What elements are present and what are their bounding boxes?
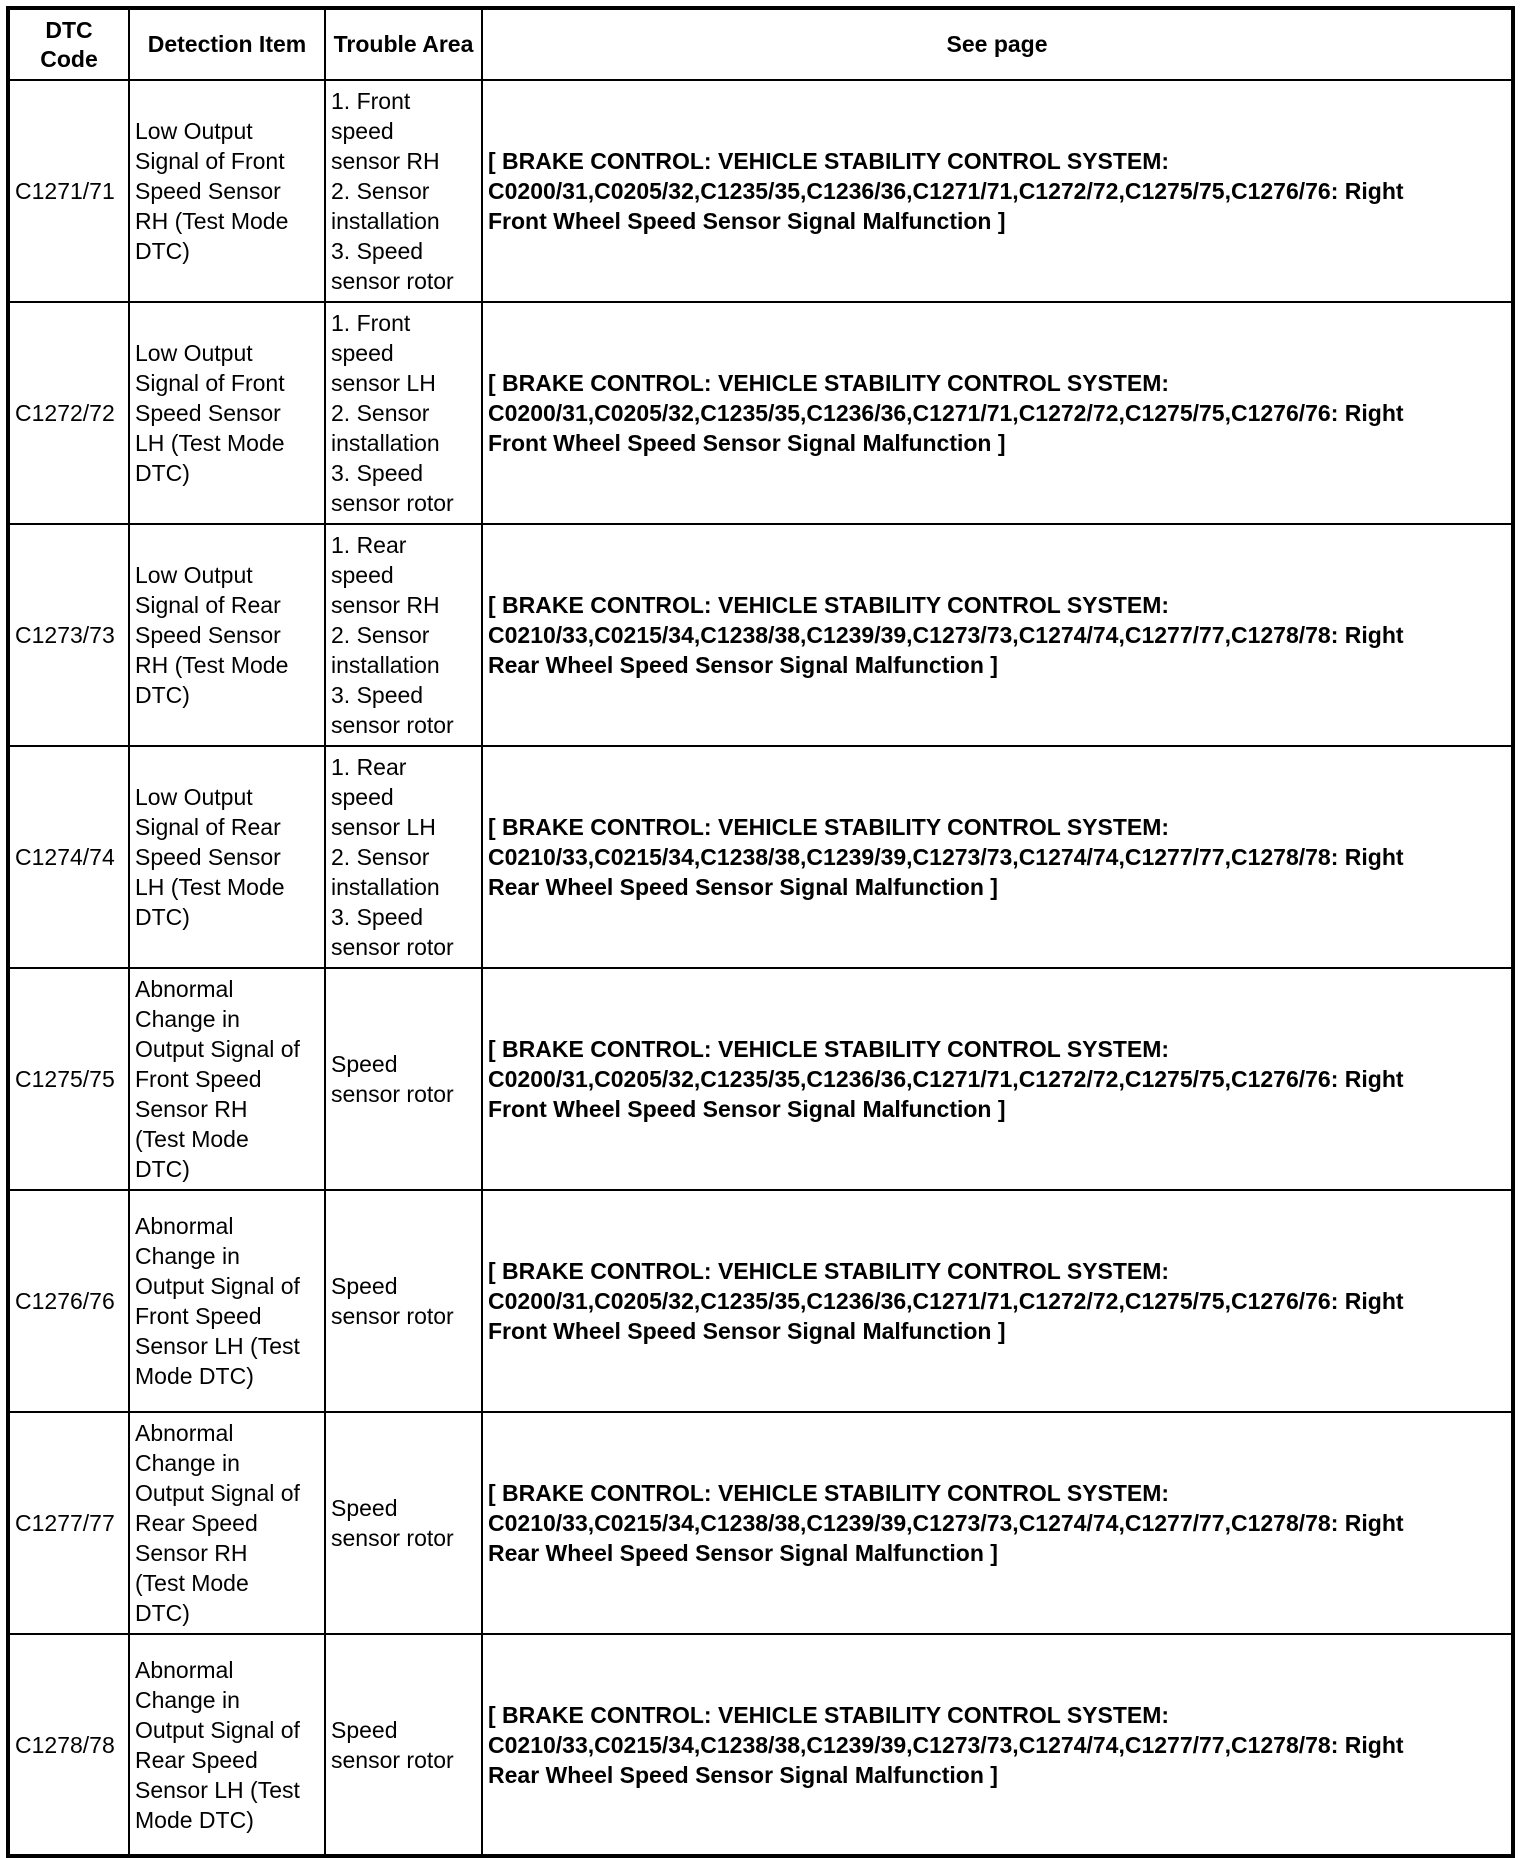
see-page-link[interactable]: [ BRAKE CONTROL: VEHICLE STABILITY CONTROL SYSTEM: C0210/33,C0215/34,C1238/38,C1239/39,C1273/73,C1274/74,C1277/77,C1278/78: Right Rear Wheel Speed Sensor Signal Malfunction ] bbox=[482, 746, 1513, 968]
detection-item-cell: Low Output Signal of Rear Speed Sensor LH (Test Mode DTC) bbox=[129, 746, 325, 968]
table-row bbox=[8, 1190, 1513, 1412]
table-row bbox=[8, 80, 1513, 302]
table-row bbox=[8, 968, 1513, 1190]
dtc-table bbox=[6, 6, 1515, 1858]
see-page-link[interactable]: [ BRAKE CONTROL: VEHICLE STABILITY CONTROL SYSTEM: C0210/33,C0215/34,C1238/38,C1239/39,C1273/73,C1274/74,C1277/77,C1278/78: Right Rear Wheel Speed Sensor Signal Malfunction ] bbox=[482, 1634, 1513, 1856]
header-dtc-code: DTC Code bbox=[8, 8, 129, 80]
detection-item-cell: Low Output Signal of Rear Speed Sensor RH (Test Mode DTC) bbox=[129, 524, 325, 746]
table-row bbox=[8, 746, 1513, 968]
trouble-area-cell: 1. Rear speed sensor LH 2. Sensor installation 3. Speed sensor rotor bbox=[325, 746, 482, 968]
dtc-code-cell: C1275/75 bbox=[8, 968, 129, 1190]
trouble-area-cell: Speed sensor rotor bbox=[325, 968, 482, 1190]
see-page-link[interactable]: [ BRAKE CONTROL: VEHICLE STABILITY CONTROL SYSTEM: C0200/31,C0205/32,C1235/35,C1236/36,C1271/71,C1272/72,C1275/75,C1276/76: Right Front Wheel Speed Sensor Signal Malfunction ] bbox=[482, 968, 1513, 1190]
table-header-row bbox=[8, 8, 1513, 80]
trouble-area-cell: 1. Front speed sensor LH 2. Sensor installation 3. Speed sensor rotor bbox=[325, 302, 482, 524]
detection-item-cell: Abnormal Change in Output Signal of Front Speed Sensor LH (Test Mode DTC) bbox=[129, 1190, 325, 1412]
dtc-code-cell: C1273/73 bbox=[8, 524, 129, 746]
dtc-code-cell: C1278/78 bbox=[8, 1634, 129, 1856]
see-page-link[interactable]: [ BRAKE CONTROL: VEHICLE STABILITY CONTROL SYSTEM: C0200/31,C0205/32,C1235/35,C1236/36,C1271/71,C1272/72,C1275/75,C1276/76: Right Front Wheel Speed Sensor Signal Malfunction ] bbox=[482, 80, 1513, 302]
header-trouble-area: Trouble Area bbox=[325, 8, 482, 80]
see-page-link[interactable]: [ BRAKE CONTROL: VEHICLE STABILITY CONTROL SYSTEM: C0200/31,C0205/32,C1235/35,C1236/36,C1271/71,C1272/72,C1275/75,C1276/76: Right Front Wheel Speed Sensor Signal Malfunction ] bbox=[482, 1190, 1513, 1412]
table-row bbox=[8, 1634, 1513, 1856]
header-see-page: See page bbox=[482, 8, 1513, 80]
dtc-code-cell: C1277/77 bbox=[8, 1412, 129, 1634]
trouble-area-cell: 1. Front speed sensor RH 2. Sensor installation 3. Speed sensor rotor bbox=[325, 80, 482, 302]
detection-item-cell: Abnormal Change in Output Signal of Rear Speed Sensor LH (Test Mode DTC) bbox=[129, 1634, 325, 1856]
dtc-code-cell: C1274/74 bbox=[8, 746, 129, 968]
detection-item-cell: Abnormal Change in Output Signal of Front Speed Sensor RH (Test Mode DTC) bbox=[129, 968, 325, 1190]
detection-item-cell: Abnormal Change in Output Signal of Rear Speed Sensor RH (Test Mode DTC) bbox=[129, 1412, 325, 1634]
table-row bbox=[8, 1412, 1513, 1634]
document-page bbox=[6, 6, 1515, 1858]
trouble-area-cell: Speed sensor rotor bbox=[325, 1190, 482, 1412]
see-page-link[interactable]: [ BRAKE CONTROL: VEHICLE STABILITY CONTROL SYSTEM: C0210/33,C0215/34,C1238/38,C1239/39,C1273/73,C1274/74,C1277/77,C1278/78: Right Rear Wheel Speed Sensor Signal Malfunction ] bbox=[482, 1412, 1513, 1634]
header-detection-item: Detection Item bbox=[129, 8, 325, 80]
detection-item-cell: Low Output Signal of Front Speed Sensor RH (Test Mode DTC) bbox=[129, 80, 325, 302]
trouble-area-cell: Speed sensor rotor bbox=[325, 1412, 482, 1634]
trouble-area-cell: 1. Rear speed sensor RH 2. Sensor installation 3. Speed sensor rotor bbox=[325, 524, 482, 746]
see-page-link[interactable]: [ BRAKE CONTROL: VEHICLE STABILITY CONTROL SYSTEM: C0210/33,C0215/34,C1238/38,C1239/39,C1273/73,C1274/74,C1277/77,C1278/78: Right Rear Wheel Speed Sensor Signal Malfunction ] bbox=[482, 524, 1513, 746]
trouble-area-cell: Speed sensor rotor bbox=[325, 1634, 482, 1856]
table-row bbox=[8, 302, 1513, 524]
dtc-code-cell: C1272/72 bbox=[8, 302, 129, 524]
dtc-code-cell: C1276/76 bbox=[8, 1190, 129, 1412]
see-page-link[interactable]: [ BRAKE CONTROL: VEHICLE STABILITY CONTROL SYSTEM: C0200/31,C0205/32,C1235/35,C1236/36,C1271/71,C1272/72,C1275/75,C1276/76: Right Front Wheel Speed Sensor Signal Malfunction ] bbox=[482, 302, 1513, 524]
dtc-code-cell: C1271/71 bbox=[8, 80, 129, 302]
detection-item-cell: Low Output Signal of Front Speed Sensor LH (Test Mode DTC) bbox=[129, 302, 325, 524]
table-row bbox=[8, 524, 1513, 746]
